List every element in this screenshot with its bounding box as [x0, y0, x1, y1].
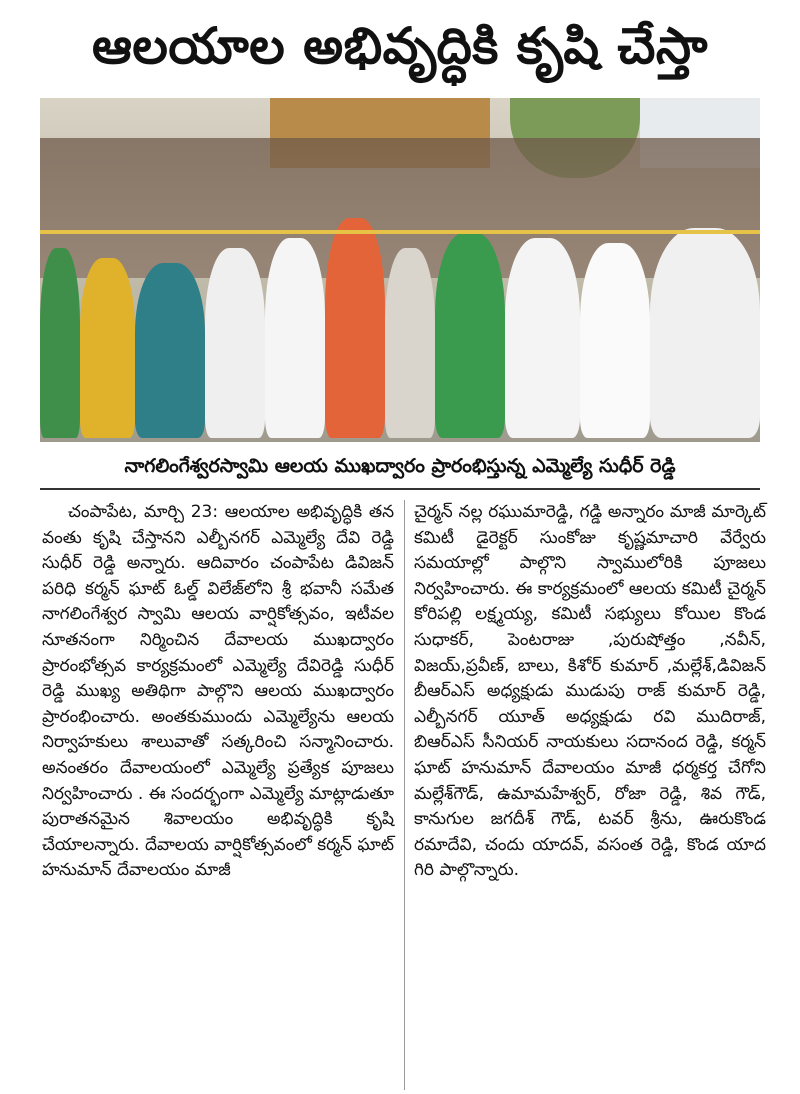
news-photo	[40, 98, 760, 442]
caption-rule	[40, 488, 760, 490]
photo-person	[435, 233, 505, 438]
photo-person	[580, 243, 650, 438]
article-text-left: చంపాపేట, మార్చి 23: ఆలయాల అభివృద్ధికి తన వంతు కృషి చేస్తానని ఎల్బీనగర్ ఎమ్మెల్యే దేవి రెడ్డి సుధీర్ రెడ్డి అన్నారు. ఆదివారం చంపాపేట డివిజన్ పరిధి కర్మన్ ఘాట్ ఓల్డ్ విలేజ్‌లోని శ్రీ భవానీ సమేత నాగలింగేశ్వర స్వామి ఆలయ వార్షికోత్సవం, ఇటీవల నూతనంగా నిర్మించిన దేవాలయ ముఖద్వారం ప్రారంభోత్సవ కార్యక్రమంలో ఎమ్మెల్యే దేవిరెడ్డి సుధీర్ రెడ్డి ముఖ్య అతిథిగా పాల్గొని ఆలయ ముఖద్వారం ప్రారంభించారు. అంతకుముందు ఎమ్మెల్యేను ఆలయ నిర్వాహకులు శాలువాతో సత్కరించి సన్మానించారు. అనంతరం దేవాలయంలో ఎమ్మెల్యే ప్రత్యేక పూజలు నిర్వహించారు . ఈ సందర్భంగా ఎమ్మెల్యే మాట్లాడుతూ పురాతనమైన శివాలయం అభివృద్ధికి కృషి చేయాలన్నారు. దేవాలయ వార్షికోత్సవంలో కర్మన్ ఘాట్ హనుమాన్ దేవాలయం మాజీ	[42, 502, 394, 881]
photo-person	[325, 218, 385, 438]
photo-person	[205, 248, 265, 438]
headline: ఆలయాల అభివృద్ధికి కృషి చేస్తా	[92, 17, 708, 75]
photo-caption: నాగలింగేశ్వరస్వామి ఆలయ ముఖద్వారం ప్రారంభిస్తున్న ఎమ్మెల్యే సుధీర్ రెడ్డి	[124, 455, 676, 477]
photo-person	[385, 248, 435, 438]
photo-person	[80, 258, 135, 438]
column-divider	[404, 500, 405, 1090]
article-text-right: చైర్మన్ నల్ల రఘుమారెడ్డి, గడ్డి అన్నారం మాజీ మార్కెట్ కమిటీ డైరెక్టర్ సుంకోజు కృష్ణమాచారి వేర్వేరు సమయాల్లో పాల్గొని స్వాములోరికి పూజలు నిర్వహించారు. ఈ కార్యక్రమంలో ఆలయ కమిటీ చైర్మన్ కోరిపల్లి లక్ష్మయ్య, కమిటీ సభ్యులు కోయిల కొండ సుధాకర్, పెంటరాజు ,పురుషోత్తం ,నవీన్, విజయ్,ప్రవీణ్, బాలు, కిశోర్ కుమార్ ,మల్లేశ్,డివిజన్ బీఆర్ఎస్ అధ్యక్షుడు ముడుపు రాజ్ కుమార్ రెడ్డి, ఎల్బీనగర్ యూత్ అధ్యక్షుడు రవి ముదిరాజ్, బిఆర్ఎస్ సీనియర్ నాయకులు సదానంద రెడ్డి, కర్మన్ ఘాట్ హనుమాన్ దేవాలయం మాజీ ధర్మకర్త చేగోని మల్లేశ్‌గౌడ్, ఉమామహేశ్వర్, రోజా రెడ్డి, శివ గౌడ్, కానుగుల జగదీశ్ గౌడ్, టవర్ శ్రీను, ఊరుకొండ రమాదేవి, చందు యాదవ్, వసంత రెడ్డి, కొండ యాద గిరి పాల్గొన్నారు.	[414, 502, 766, 881]
photo-person	[265, 238, 325, 438]
photo-person	[650, 228, 760, 438]
photo-ribbon	[40, 230, 760, 234]
photo-person	[505, 238, 580, 438]
photo-person	[40, 248, 80, 438]
photo-person	[135, 263, 205, 438]
article-column-right	[414, 500, 766, 884]
article-column-left	[42, 500, 394, 884]
